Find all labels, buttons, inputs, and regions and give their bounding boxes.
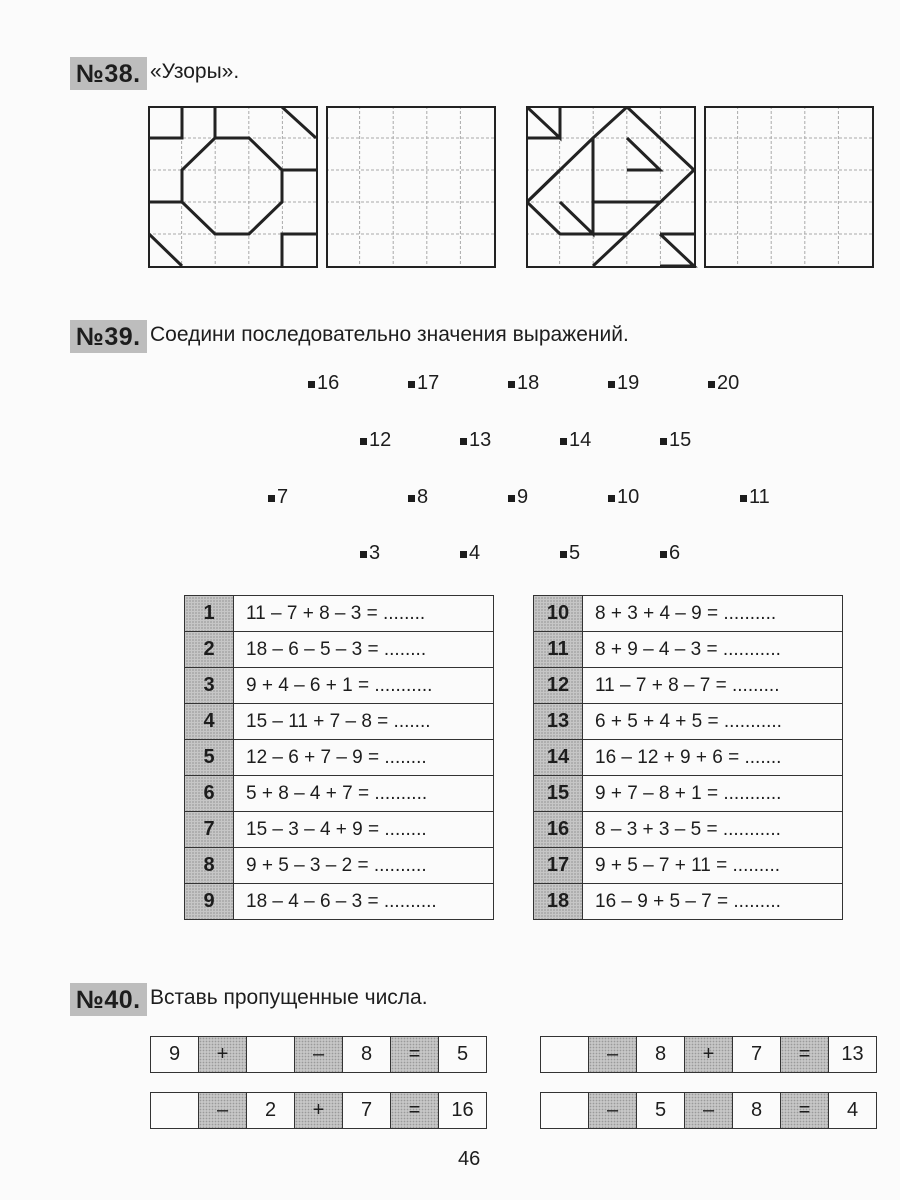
equals-cell: = — [780, 1093, 828, 1128]
equals-cell: = — [390, 1037, 438, 1072]
table-row — [534, 668, 843, 704]
expression[interactable]: 8 – 3 + 3 – 5 = ........... — [583, 812, 843, 848]
result-cell[interactable]: 13 — [828, 1037, 876, 1072]
operator-cell: – — [588, 1093, 636, 1128]
operator-cell: – — [294, 1037, 342, 1072]
row-number: 9 — [185, 884, 234, 920]
table-row — [534, 596, 843, 632]
operator-cell: – — [684, 1093, 732, 1128]
operator-cell: – — [198, 1093, 246, 1128]
pattern-1-sample — [148, 106, 320, 268]
number-cell[interactable]: 2 — [246, 1093, 294, 1128]
dot-point[interactable]: 14 — [560, 428, 591, 452]
expression[interactable]: 6 + 5 + 4 + 5 = ........... — [583, 704, 843, 740]
number-cell[interactable]: 8 — [636, 1037, 684, 1072]
result-cell[interactable]: 16 — [438, 1093, 486, 1128]
result-cell[interactable]: 5 — [438, 1037, 486, 1072]
dot-point[interactable]: 17 — [408, 371, 439, 395]
row-number: 18 — [534, 884, 583, 920]
row-number: 10 — [534, 596, 583, 632]
dot-point[interactable]: 18 — [508, 371, 539, 395]
dot-point[interactable]: 16 — [308, 371, 339, 395]
table-row — [185, 632, 494, 668]
result-cell[interactable]: 4 — [828, 1093, 876, 1128]
dot-point[interactable]: 20 — [708, 371, 739, 395]
dot-point[interactable]: 9 — [508, 485, 528, 509]
task-39-number: №39. — [70, 320, 147, 353]
expression[interactable]: 11 – 7 + 8 – 3 = ........ — [234, 596, 494, 632]
expression[interactable]: 5 + 8 – 4 + 7 = .......... — [234, 776, 494, 812]
table-row — [534, 704, 843, 740]
task-40-number: №40. — [70, 983, 147, 1016]
expression[interactable]: 16 – 12 + 9 + 6 = ....... — [583, 740, 843, 776]
equation-row — [540, 1036, 877, 1073]
table-row — [185, 704, 494, 740]
row-number: 17 — [534, 848, 583, 884]
equation-row — [150, 1036, 487, 1073]
row-number: 3 — [185, 668, 234, 704]
dot-point[interactable]: 12 — [360, 428, 391, 452]
table-row — [185, 776, 494, 812]
row-number: 8 — [185, 848, 234, 884]
row-number: 4 — [185, 704, 234, 740]
expression[interactable]: 8 + 9 – 4 – 3 = ........... — [583, 632, 843, 668]
row-number: 7 — [185, 812, 234, 848]
number-cell[interactable]: 9 — [168, 1043, 181, 1065]
expressions-table-right — [533, 595, 843, 920]
operator-cell: + — [198, 1037, 246, 1072]
number-cell[interactable] — [151, 1093, 198, 1128]
dot-point[interactable]: 5 — [560, 541, 580, 565]
expression[interactable]: 11 – 7 + 8 – 7 = ......... — [583, 668, 843, 704]
table-row — [534, 812, 843, 848]
expression[interactable]: 16 – 9 + 5 – 7 = ......... — [583, 884, 843, 920]
number-cell[interactable]: 8 — [342, 1037, 390, 1072]
pattern-2-sample — [526, 106, 698, 268]
operator-cell: + — [684, 1037, 732, 1072]
expression[interactable]: 15 – 3 – 4 + 9 = ........ — [234, 812, 494, 848]
row-number: 6 — [185, 776, 234, 812]
dot-point[interactable]: 10 — [608, 485, 639, 509]
pattern-2-empty-grid[interactable] — [704, 106, 876, 268]
equals-cell: = — [390, 1093, 438, 1128]
dot-point[interactable]: 13 — [460, 428, 491, 452]
expression[interactable]: 9 + 4 – 6 + 1 = ........... — [234, 668, 494, 704]
row-number: 2 — [185, 632, 234, 668]
pattern-1-empty-grid[interactable] — [326, 106, 498, 268]
dot-point[interactable]: 7 — [268, 485, 288, 509]
table-row — [185, 884, 494, 920]
row-number: 12 — [534, 668, 583, 704]
dot-point[interactable]: 4 — [460, 541, 480, 565]
dot-point[interactable]: 15 — [660, 428, 691, 452]
table-row — [534, 740, 843, 776]
table-row — [185, 812, 494, 848]
dot-point[interactable]: 6 — [660, 541, 680, 565]
expression[interactable]: 12 – 6 + 7 – 9 = ........ — [234, 740, 494, 776]
row-number: 14 — [534, 740, 583, 776]
dot-point[interactable]: 8 — [408, 485, 428, 509]
task-38-number: №38. — [70, 57, 147, 90]
table-row — [534, 848, 843, 884]
dot-point[interactable]: 3 — [360, 541, 380, 565]
expressions-table-left — [184, 595, 494, 920]
expression[interactable]: 9 + 5 – 3 – 2 = .......... — [234, 848, 494, 884]
operator-cell: – — [588, 1037, 636, 1072]
table-row — [534, 776, 843, 812]
dot-point[interactable]: 11 — [740, 485, 770, 509]
expression[interactable]: 18 – 4 – 6 – 3 = .......... — [234, 884, 494, 920]
number-cell[interactable] — [246, 1037, 294, 1072]
row-number: 11 — [534, 632, 583, 668]
operator-cell: + — [294, 1093, 342, 1128]
row-number: 16 — [534, 812, 583, 848]
number-cell[interactable] — [541, 1093, 588, 1128]
equation-row — [540, 1092, 877, 1129]
task-39-title: Соедини последовательно значения выражений. — [150, 323, 629, 346]
number-cell[interactable]: 7 — [732, 1037, 780, 1072]
expression[interactable]: 9 + 7 – 8 + 1 = ........... — [583, 776, 843, 812]
row-number: 1 — [185, 596, 234, 632]
page-number: 46 — [458, 1148, 481, 1170]
task-40-title: Вставь пропущенные числа. — [150, 986, 428, 1009]
table-row — [185, 740, 494, 776]
number-cell[interactable] — [541, 1037, 588, 1072]
row-number: 13 — [534, 704, 583, 740]
table-row — [185, 596, 494, 632]
expression[interactable]: 18 – 6 – 5 – 3 = ........ — [234, 632, 494, 668]
row-number: 15 — [534, 776, 583, 812]
table-row — [534, 632, 843, 668]
expression[interactable]: 15 – 11 + 7 – 8 = ....... — [234, 704, 494, 740]
task-38-title: «Узоры». — [150, 60, 240, 83]
table-row — [534, 884, 843, 920]
expression[interactable]: 8 + 3 + 4 – 9 = .......... — [583, 596, 843, 632]
equation-row — [150, 1092, 487, 1129]
row-number: 5 — [185, 740, 234, 776]
number-cell[interactable]: 5 — [636, 1093, 684, 1128]
equals-cell: = — [780, 1037, 828, 1072]
number-cell[interactable]: 8 — [732, 1093, 780, 1128]
table-row — [185, 668, 494, 704]
dot-point[interactable]: 19 — [608, 371, 639, 395]
table-row — [185, 848, 494, 884]
number-cell[interactable]: 7 — [342, 1093, 390, 1128]
expression[interactable]: 9 + 5 – 7 + 11 = ......... — [583, 848, 843, 884]
